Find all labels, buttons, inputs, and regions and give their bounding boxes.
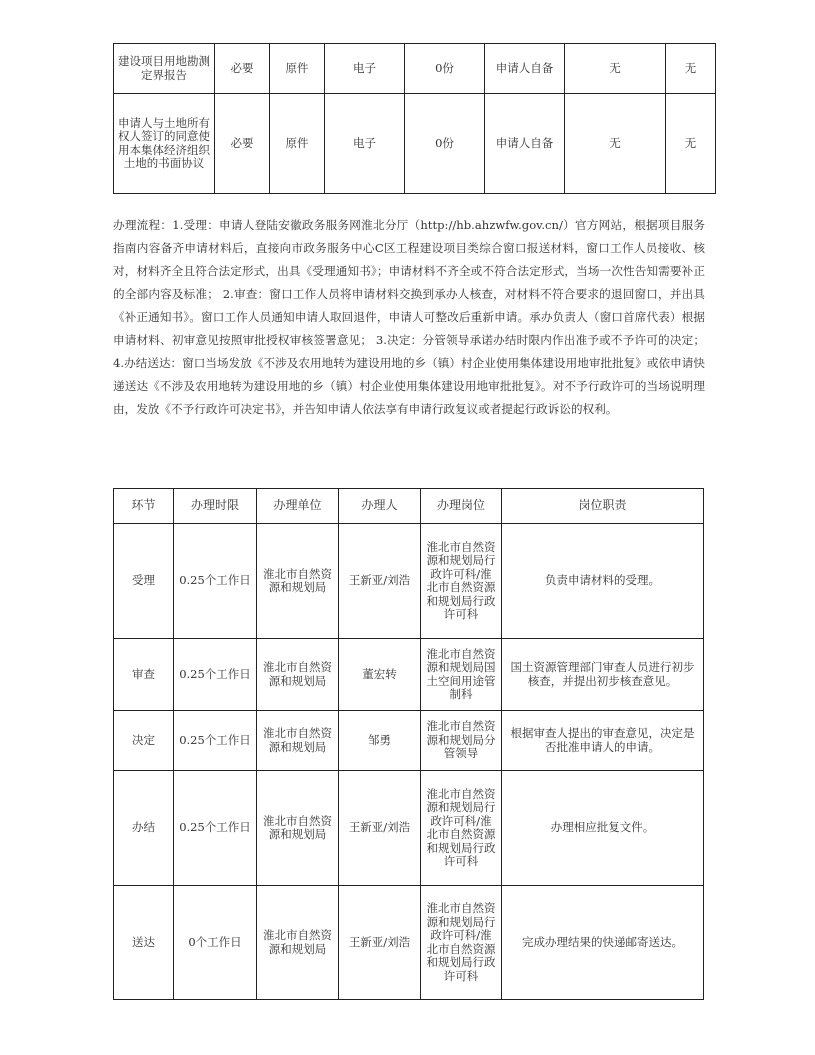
step-person: 王新亚/刘浩 [339,886,421,1000]
step-time: 0.25个工作日 [174,711,257,771]
table-row [114,94,716,194]
step-unit: 淮北市自然资源和规划局 [257,771,339,886]
step-time: 0.25个工作日 [174,639,257,711]
material-medium: 电子 [325,44,405,94]
material-source: 申请人自备 [485,44,565,94]
material-source: 申请人自备 [485,94,565,194]
step-stage: 审查 [114,639,174,711]
step-stage: 办结 [114,771,174,886]
step-stage: 决定 [114,711,174,771]
header-time: 办理时限 [174,489,257,524]
step-post: 淮北市自然资源和规划局行政许可科/淮北市自然资源和规划局行政许可科 [421,524,502,639]
material-name: 建设项目用地勘测定界报告 [114,44,215,94]
table-row [114,771,704,886]
table-header-row [114,489,704,524]
step-duty: 完成办理结果的快递邮寄送达。 [502,886,704,1000]
step-stage: 受理 [114,524,174,639]
step-unit: 淮北市自然资源和规划局 [257,639,339,711]
material-note-2: 无 [666,44,716,94]
steps-table [113,488,704,1000]
material-copies: 0份 [405,94,485,194]
step-time: 0.25个工作日 [174,524,257,639]
header-duty: 岗位职责 [502,489,704,524]
step-unit: 淮北市自然资源和规划局 [257,886,339,1000]
header-person: 办理人 [339,489,421,524]
material-name: 申请人与土地所有权人签订的同意使用本集体经济组织土地的书面协议 [114,94,215,194]
materials-table [113,43,716,194]
material-medium: 电子 [325,94,405,194]
step-post: 淮北市自然资源和规划局行政许可科/淮北市自然资源和规划局行政许可科 [421,886,502,1000]
step-duty: 根据审查人提出的审查意见，决定是否批准申请人的申请。 [502,711,704,771]
table-row [114,711,704,771]
step-post: 淮北市自然资源和规划局行政许可科/淮北市自然资源和规划局行政许可科 [421,771,502,886]
material-form: 原件 [270,94,325,194]
step-person: 王新亚/刘浩 [339,524,421,639]
process-description: 办理流程：1.受理：申请人登陆安徽政务服务网淮北分厅（http://hb.ahzwfw.gov.cn/）官方网站，根据项目服务指南内容备齐申请材料后，直接向市政务服务中心C区工程建设项目类综合窗口报送材料，窗口工作人员接收、核对，材料齐全且符合法定形式，出具《受理通知书》；申请材料不齐全或不符合法定形式，当场一次性告知需要补正的全部内容及标准； 2.审查：窗口工作人员将申请材料交换到承办人核查，对材料不符合要求的退回窗口，并出具《补正通知书》。窗口工作人员通知申请人取回退件，申请人可整改后重新申请。承办负责人（窗口首席代表）根据申请材料、初审意见按照审批授权审核签署意见； 3.决定：分管领导承诺办结时限内作出准予或不予许可的决定； 4.办结送达：窗口当场发放《不涉及农用地转为建设用地的乡（镇）村企业使用集体建设用地审批批复》或依申请快递送达《不涉及农用地转为建设用地的乡（镇）村企业使用集体建设用地审批批复》。对不予行政许可的当场说明理由，发放《不予行政许可决定书》，并告知申请人依法享有申请行政复议或者提起行政诉讼的权利。 [113,218,705,416]
step-time: 0.25个工作日 [174,771,257,886]
header-post: 办理岗位 [421,489,502,524]
material-note-2: 无 [666,94,716,194]
step-time: 0个工作日 [174,886,257,1000]
step-person: 王新亚/刘浩 [339,771,421,886]
material-requirement: 必要 [215,94,270,194]
header-unit: 办理单位 [257,489,339,524]
table-row [114,524,704,639]
step-person: 邹勇 [339,711,421,771]
step-post: 淮北市自然资源和规划局国土空间用途管制科 [421,639,502,711]
table-row [114,886,704,1000]
material-note: 无 [565,94,666,194]
material-form: 原件 [270,44,325,94]
step-person: 董宏转 [339,639,421,711]
step-duty: 负责申请材料的受理。 [502,524,704,639]
header-stage: 环节 [114,489,174,524]
table-row [114,44,716,94]
table-row [114,639,704,711]
step-unit: 淮北市自然资源和规划局 [257,711,339,771]
material-copies: 0份 [405,44,485,94]
step-unit: 淮北市自然资源和规划局 [257,524,339,639]
step-duty: 国土资源管理部门审查人员进行初步核查，并提出初步核查意见。 [502,639,704,711]
material-note: 无 [565,44,666,94]
material-requirement: 必要 [215,44,270,94]
step-post: 淮北市自然资源和规划局分管领导 [421,711,502,771]
step-stage: 送达 [114,886,174,1000]
step-duty: 办理相应批复文件。 [502,771,704,886]
